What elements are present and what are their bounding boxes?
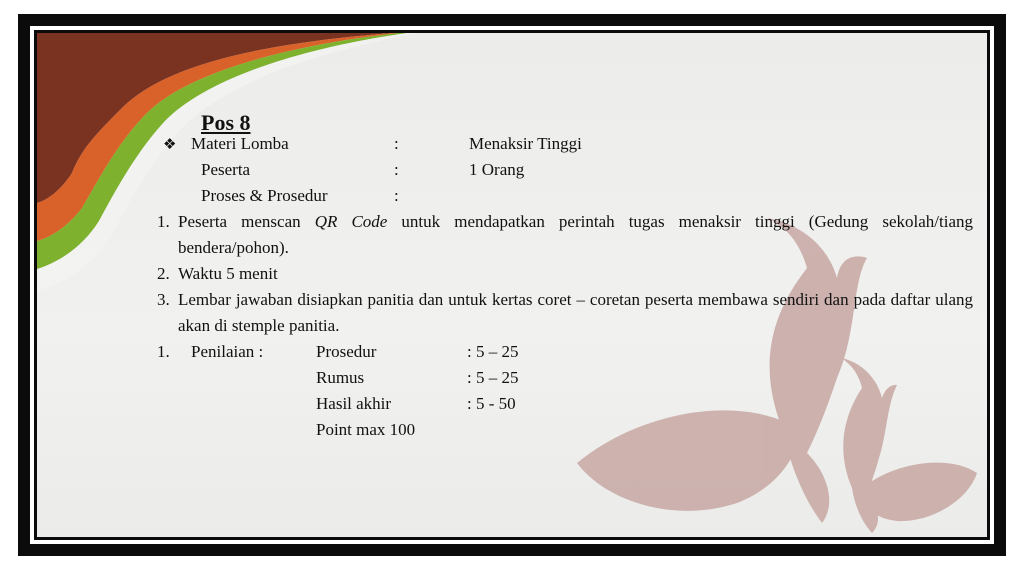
materi-lomba-colon: : bbox=[394, 134, 399, 153]
proses-prosedur-colon: : bbox=[394, 186, 399, 205]
step-1-text: Peserta menscan QR Code untuk mendapatkan perintah tugas menaksir tinggi (Gedung sekolah/tiang bendera/pohon). bbox=[178, 212, 973, 257]
score-hasil-akhir-value: : 5 - 50 bbox=[467, 394, 516, 413]
materi-lomba-label: Materi Lomba bbox=[191, 134, 289, 153]
slide bbox=[37, 33, 987, 537]
peserta-colon: : bbox=[394, 160, 399, 179]
score-hasil-akhir-name: Hasil akhir bbox=[316, 394, 392, 413]
score-prosedur-value: : 5 – 25 bbox=[467, 342, 519, 361]
score-rumus-value: : 5 – 25 bbox=[467, 368, 519, 387]
slide-frame-outer bbox=[18, 14, 1006, 556]
slide-frame-mid bbox=[30, 26, 994, 544]
slide-frame-inner bbox=[34, 30, 990, 540]
step-2-text: Waktu 5 menit bbox=[178, 264, 278, 283]
step-2-number: 2. bbox=[157, 264, 170, 283]
score-rumus-name: Rumus bbox=[316, 368, 365, 387]
proses-prosedur-label: Proses & Prosedur bbox=[201, 186, 328, 205]
diamond-bullet-icon: ❖ bbox=[163, 135, 177, 153]
step-3-text: Lembar jawaban disiapkan panitia dan untuk kertas coret – coretan peserta membawa sendiri dan pada daftar ulang akan di stemple panitia. bbox=[178, 290, 973, 335]
qr-code-term: QR Code bbox=[314, 212, 388, 231]
peserta-value: 1 Orang bbox=[469, 160, 525, 179]
materi-lomba-value: Menaksir Tinggi bbox=[469, 134, 582, 153]
scoring-number: 1. bbox=[157, 342, 170, 361]
score-prosedur-name: Prosedur bbox=[316, 342, 377, 361]
slide-content bbox=[37, 33, 987, 537]
step-3-number: 3. bbox=[157, 290, 170, 309]
point-max: Point max 100 bbox=[316, 420, 416, 439]
step-1-number: 1. bbox=[157, 212, 170, 231]
scoring-label: Penilaian : bbox=[191, 342, 264, 361]
peserta-label: Peserta bbox=[201, 160, 251, 179]
slide-title: Pos 8 bbox=[201, 110, 251, 135]
